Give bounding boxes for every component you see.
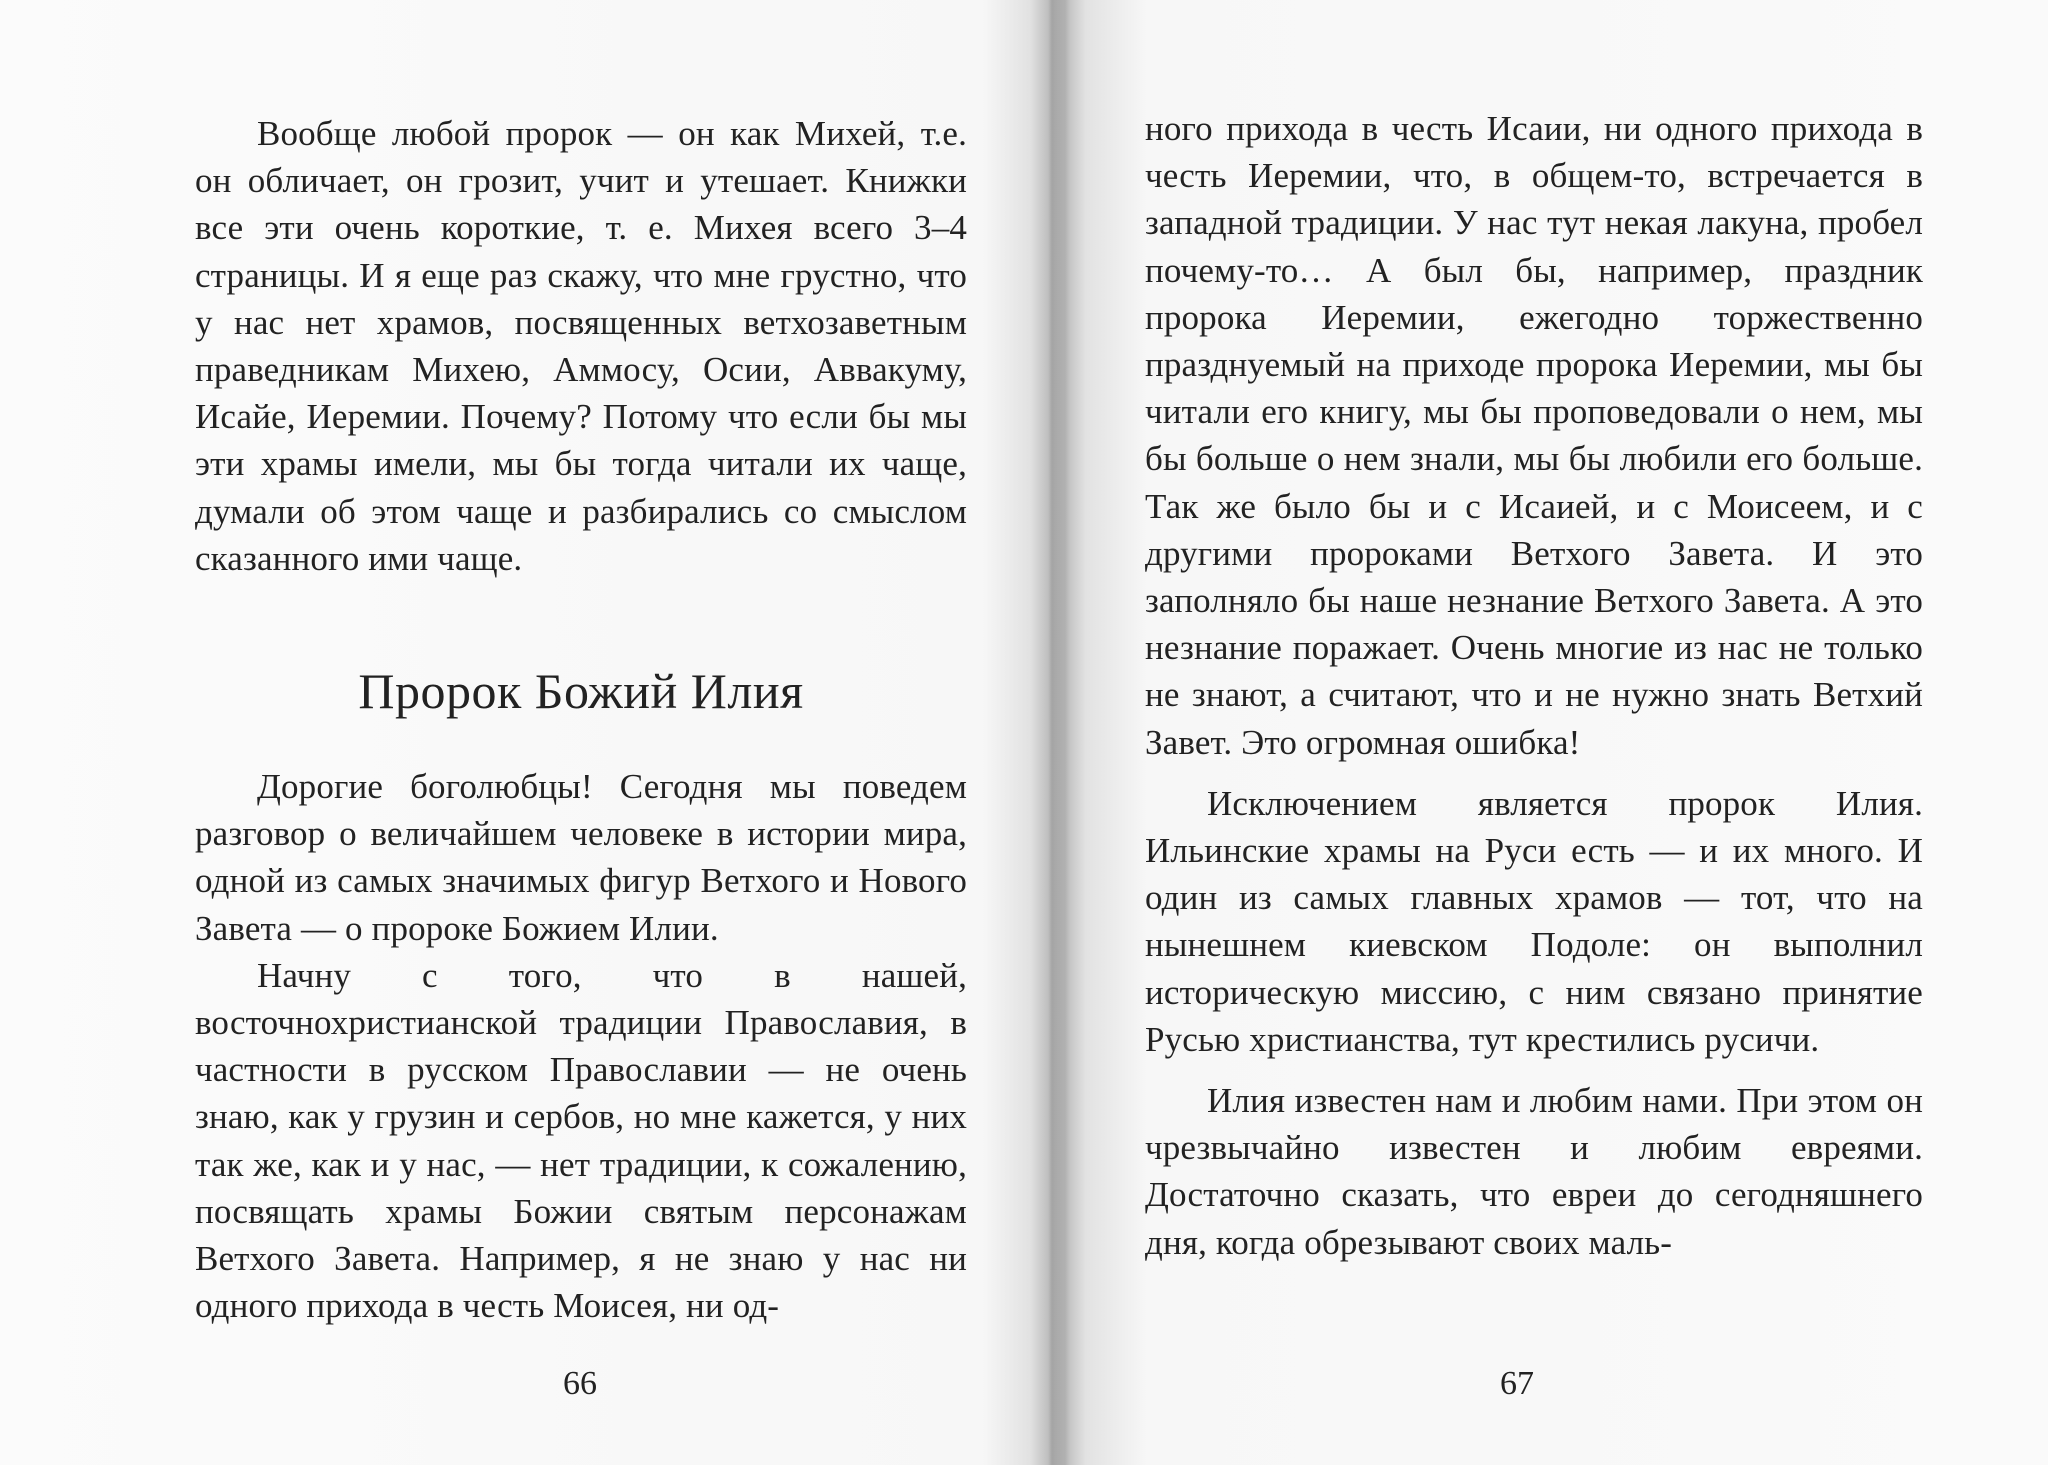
paragraph: Илия известен нам и любим нами. При этом он чрезвычайно известен и любим евреями. Достаточно сказать, что евреи до сегодняшнего дня, когда обрезывают своих маль- <box>1145 1081 1923 1262</box>
paragraph: Дорогие боголюбцы! Сегодня мы поведем разговор о величайшем человеке в истории мира, одной из самых значимых фигур Ветхого и Нового Завета — о пророке Божием Илии. <box>195 767 967 948</box>
chapter-heading: Пророк Божий Илия <box>358 663 804 719</box>
right-page <box>1060 0 2048 1465</box>
paragraph: Вообще любой пророк — он как Михей, т.е. он обличает, он грозит, учит и утешает. Книжки все эти очень короткие, т. е. Михея всего 3–4 страницы. И я еще раз скажу, что мне грустно, что у нас нет храмов, посвященных ветхозаветным праведникам Михею, Аммосу, Осии, Аввакуму, Исайе, Иеремии. Почему? Потому что если бы мы эти храмы имели, мы бы тогда читали их чаще, думали об этом чаще и разбирались со смыслом сказанного ими чаще. <box>195 114 967 578</box>
paragraph: Начну с того, что в нашей, восточнохристианской традиции Православия, в частности в русском Православии — не очень знаю, как у грузин и сербов, но мне кажется, у них так же, как и у нас, — нет традиции, к сожалению, посвящать храмы Божии святым персонажам Ветхого Завета. Например, я не знаю у нас ни одного прихода в честь Моисея, ни од- <box>195 955 967 1326</box>
page-number-left: 66 <box>563 1365 597 1402</box>
paragraph: Исключением является пророк Илия. Ильинские храмы на Руси есть — и их много. И один из самых главных храмов — тот, что на нынешнем киевском Подоле: он выполнил историческую миссию, с ним связано принятие Русью христианства, тут крестились русичи. <box>1145 783 1923 1059</box>
left-bottom-text <box>195 763 967 1329</box>
right-text <box>1145 105 1923 1266</box>
left-top-text <box>195 110 967 582</box>
page-number-right: 67 <box>1500 1365 1534 1402</box>
paragraph: ного прихода в честь Исаии, ни одного прихода в честь Иеремии, что, в общем-то, встречается в западной традиции. У нас тут некая лакуна, пробел почему-то… А был бы, например, праздник пророка Иеремии, ежегодно торжественно празднуемый на приходе пророка Иеремии, мы бы читали его книгу, мы бы проповедовали о нем, мы бы больше о нем знали, мы бы любили его больше. Так же было бы и с Исаией, и с Моисеем, и с другими пророками Ветхого Завета. И это заполняло бы наше незнание Ветхого Завета. А это незнание поражает. Очень многие из нас не только не знают, а считают, что и не нужно знать Ветхий Завет. Это огромная ошибка! <box>1145 109 1923 762</box>
